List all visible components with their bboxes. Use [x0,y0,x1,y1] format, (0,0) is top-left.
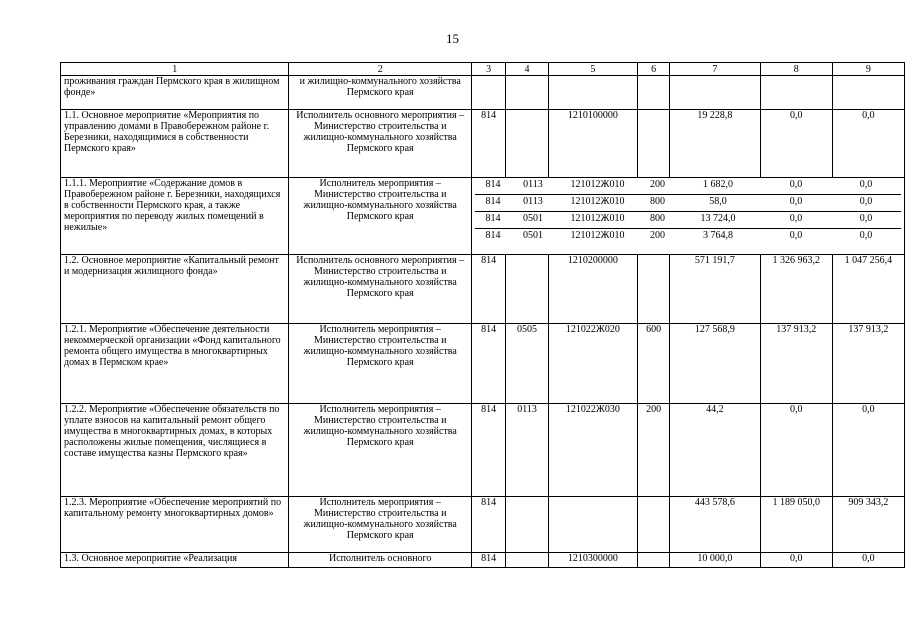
cell-expense-type [638,76,670,110]
cell-amount-col8: 0,0 [760,553,832,568]
header-cell: 8 [760,63,832,76]
executor: Исполнитель мероприятия – Министерство строительства и жилищно-коммунального хозяйства Пермского края [289,404,472,497]
activity-name: 1.3. Основное мероприятие «Реализация [61,553,289,568]
cell-section-code: 0113 [506,404,548,497]
header-cell: 3 [471,63,505,76]
cell-admin-code: 814 [485,179,501,190]
cell-amount-col8: 0,0 [789,213,803,224]
budget-table [60,62,905,568]
cell-amount-col7 [670,76,760,110]
table-row [61,497,905,553]
activity-name: 1.2.2. Мероприятие «Обеспечение обязательств по уплате взносов на капитальный ремонт общего имущества в многоквартирных домах, в которых расположены жилые помещения, числящиеся в составе имущества казны Пермского края» [61,404,289,497]
cell-amount-col8: 1 189 050,0 [760,497,832,553]
header-cell: 6 [638,63,670,76]
cell-amount-col8: 0,0 [789,196,803,207]
executor: Исполнитель основного [289,553,472,568]
cell-admin-code [471,76,505,110]
cell-amount-col9: 137 913,2 [832,324,904,404]
executor: Исполнитель основного мероприятия – Министерство строительства и жилищно-коммунального хозяйства Пермского края [289,110,472,178]
cell-amount-col8: 1 326 963,2 [760,255,832,324]
header-cell: 7 [670,63,760,76]
activity-name: 1.2.3. Мероприятие «Обеспечение мероприятий по капитальному ремонту многоквартирных домов» [61,497,289,553]
header-row [61,63,905,76]
activity-name: 1.1. Основное мероприятие «Мероприятия по управлению домами в Правобережном районе г. Березники, находящимися в собственности Пермского края» [61,110,289,178]
cell-expense-type: 600 [638,324,670,404]
activity-name: 1.2.1. Мероприятие «Обеспечение деятельности некоммерческой организации «Фонд капитального ремонта общего имущества в многоквартирных домах в Пермском крае» [61,324,289,404]
cell-amount-col7: 571 191,7 [670,255,760,324]
cell-amount-col7: 44,2 [670,404,760,497]
table-row [61,404,905,497]
cell-expense-type: 200 [649,230,665,241]
cell-expense-type: 200 [649,179,665,190]
cell-amount-col9: 0,0 [859,179,873,190]
executor: Исполнитель мероприятия – Министерство строительства и жилищно-коммунального хозяйства Пермского края [289,497,472,553]
cell-admin-code: 814 [471,553,505,568]
cell-amount-col9: 1 047 256,4 [832,255,904,324]
cell-target-code: 121012Ж010 [570,179,625,190]
table-row [61,76,905,110]
cell-admin-code: 814 [471,110,505,178]
header-cell: 9 [832,63,904,76]
header-cell: 5 [548,63,637,76]
header-cell: 1 [61,63,289,76]
cell-amount-col9: 909 343,2 [832,497,904,553]
multi-line-amounts [471,178,904,255]
cell-amount-col8: 0,0 [760,404,832,497]
cell-amount-col7: 443 578,6 [670,497,760,553]
cell-amount-col7: 1 682,0 [702,179,733,190]
executor: Исполнитель мероприятия – Министерство строительства и жилищно-коммунального хозяйства Пермского края [289,324,472,404]
cell-target-code: 1210200000 [548,255,637,324]
cell-section-code [506,255,548,324]
cell-amount-col9: 0,0 [832,110,904,178]
cell-admin-code: 814 [471,255,505,324]
sub-row [475,229,901,245]
cell-target-code: 121012Ж010 [570,230,625,241]
cell-admin-code: 814 [485,213,501,224]
cell-target-code [548,76,637,110]
cell-amount-col7: 3 764,8 [702,230,733,241]
table-row [61,324,905,404]
executor: и жилищно-коммунального хозяйства Пермского края [289,76,472,110]
sub-row [475,195,901,212]
cell-amount-col9: 0,0 [859,230,873,241]
cell-section-code: 0113 [523,196,543,207]
cell-section-code: 0113 [523,179,543,190]
cell-expense-type [638,497,670,553]
page-number: 15 [446,31,459,46]
activity-name: проживания граждан Пермского края в жилищном фонде» [61,76,289,110]
executor: Исполнитель основного мероприятия – Министерство строительства и жилищно-коммунального хозяйства Пермского края [289,255,472,324]
cell-amount-col7: 127 568,9 [670,324,760,404]
cell-admin-code: 814 [471,497,505,553]
cell-amount-col9 [832,76,904,110]
cell-section-code: 0501 [522,213,543,224]
cell-amount-col9: 0,0 [832,553,904,568]
cell-amount-col8: 137 913,2 [760,324,832,404]
executor: Исполнитель мероприятия – Министерство строительства и жилищно-коммунального хозяйства Пермского края [289,178,472,255]
cell-section-code [506,110,548,178]
cell-amount-col8 [760,76,832,110]
table-row [61,553,905,568]
sub-row [475,212,901,229]
header-cell: 2 [289,63,472,76]
cell-amount-col8: 0,0 [789,230,803,241]
table-row [61,110,905,178]
cell-amount-col9: 0,0 [832,404,904,497]
cell-amount-col7: 58,0 [709,196,727,207]
cell-target-code: 121012Ж010 [570,213,625,224]
activity-name: 1.2. Основное мероприятие «Капитальный ремонт и модернизация жилищного фонда» [61,255,289,324]
cell-section-code: 0505 [506,324,548,404]
cell-admin-code: 814 [471,324,505,404]
activity-name: 1.1.1. Мероприятие «Содержание домов в Правобережном районе г. Березники, находящихся в собственности Пермского края, а также мероприятия по переводу жилых помещений в нежилые» [61,178,289,255]
cell-target-code: 121012Ж010 [570,196,625,207]
cell-admin-code: 814 [485,230,501,241]
cell-admin-code: 814 [485,196,501,207]
cell-section-code [506,76,548,110]
cell-target-code: 121022Ж030 [548,404,637,497]
cell-expense-type: 200 [638,404,670,497]
cell-target-code: 1210100000 [548,110,637,178]
cell-amount-col9: 0,0 [859,196,873,207]
cell-amount-col8: 0,0 [760,110,832,178]
cell-amount-col8: 0,0 [789,179,803,190]
cell-target-code: 121022Ж020 [548,324,637,404]
cell-expense-type: 800 [649,196,665,207]
cell-amount-col7: 13 724,0 [700,213,736,224]
cell-admin-code: 814 [471,404,505,497]
cell-amount-col7: 10 000,0 [670,553,760,568]
cell-section-code: 0501 [522,230,543,241]
sub-row [475,178,901,195]
cell-expense-type [638,110,670,178]
cell-section-code [506,497,548,553]
table-row [61,178,905,255]
cell-expense-type: 800 [649,213,665,224]
cell-target-code [548,497,637,553]
cell-section-code [506,553,548,568]
cell-expense-type [638,553,670,568]
cell-target-code: 1210300000 [548,553,637,568]
table-row [61,255,905,324]
cell-expense-type [638,255,670,324]
header-cell: 4 [506,63,548,76]
cell-amount-col9: 0,0 [859,213,873,224]
cell-amount-col7: 19 228,8 [670,110,760,178]
